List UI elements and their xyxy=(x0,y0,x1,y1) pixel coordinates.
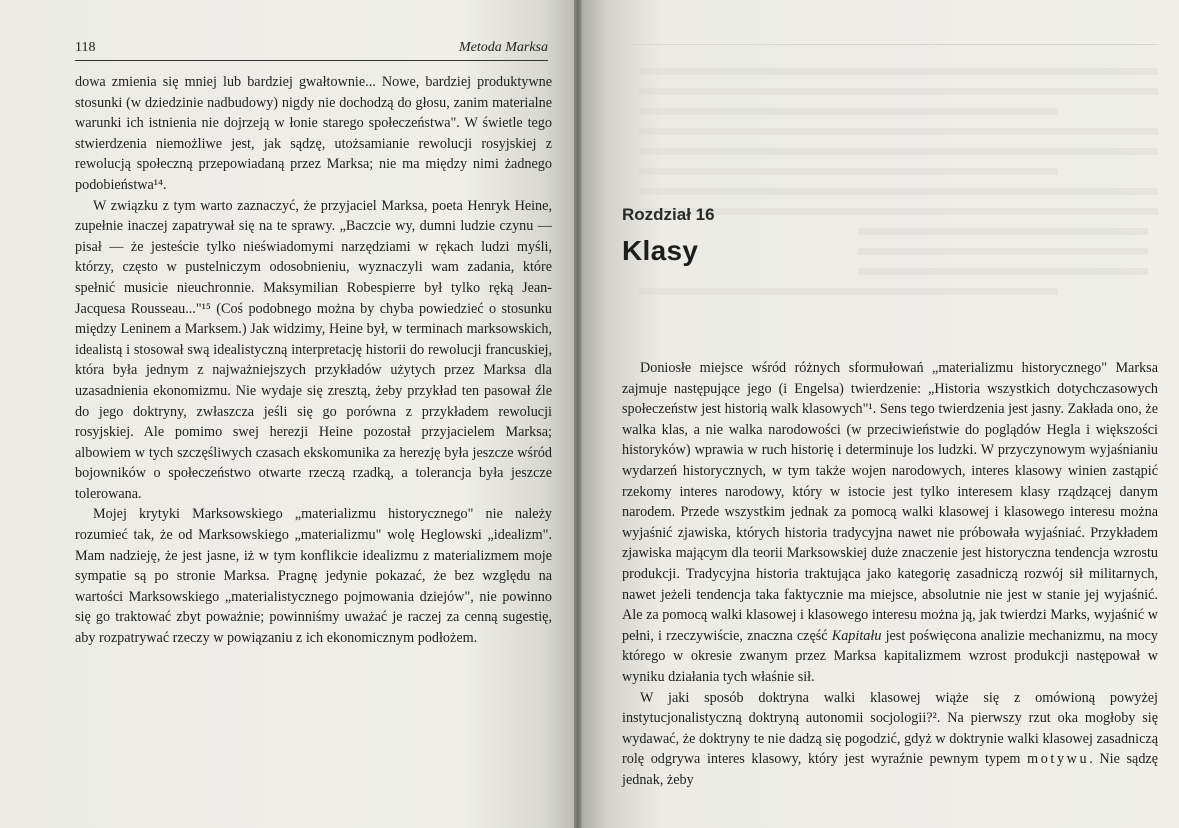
page-number: 118 xyxy=(75,40,96,55)
text-run: Doniosłe miejsce wśród różnych sformułowań „materializmu historycznego" Marksa zajmuje następujące jego (i Engelsa) twierdzenie: „Historia wszystkich dotychczasowych społeczeństw jest historią walk klasowych"¹. Sens tego twierdzenia jest jasny. Zakłada ono, że walka klas, a nie walka narodowości (w przeciwieństwie do poglądów Hegla i większości historyków) wprawia w ruch historię i determinuje los ludzki. W przyczynowym wyjaśnianiu wydarzeń historycznych, w tym także wojen narodowych, interes klasowy winien zastąpić rzekomy interes narodowy, który w istocie jest tylko interesem klasy rządzącej danym narodem. Przede wszystkim jednak za pomocą walki klasowej i klasowego interesu można wyjaśnić zjawiska, których historia tradycyjna nawet nie próbowała wyjaśniać. Przykładem zjawiska mającym dla teorii Marksowskiej duże znaczenie jest historyczna tendencja wzrostu produkcji. Tradycyjna historia traktująca jako kategorię zasadniczą rozwój sił militarnych, nawet jeżeli tendencja taka faktycznie ma miejsce, absolutnie nie jest w stanie jej wyjaśnić. Ale za pomocą walki klasowej i klasowego interesu można ją, jak twierdzi Marks, wyjaśnić w pełni, i rzeczywiście, znaczna część xyxy=(622,360,1158,644)
ghost-line xyxy=(858,228,1148,235)
text-run: . Nie sądzę jednak, żeby xyxy=(622,751,1159,788)
paragraph: W związku z tym warto zaznaczyć, że przyjaciel Marksa, poeta Henryk Heine, zupełnie inaczej zapatrywał się na te sprawy. „Baczcie wy, dumni ludzie czynu — pisał — że jesteście tylko nieświadomymi narzędziami w rękach ludzi myśli, którzy, często w pustelniczym odosobnieniu, wyznaczyli wam zadania, które spełnić musicie nieuchronnie. Maksymilian Robespierre był tylko ręką Jean-Jacquesa Rousseau..."¹⁵ (Coś podobnego można by chyba powiedzieć o stosunku między Leninem a Marksem.) Jak widzimy, Heine był, w terminach marksowskich, idealistą i stosował swą idealistyczną interpretację historii do rewolucji francuskiej, która była jednym z najważniejszych przykładów użytych przez Marksa dla uzasadnienia ekonomizmu. Nie wydaje się zresztą, żeby przykład ten pasował źle do jego doktryny, zwłaszcza jeśli się go porówna z przykładem rewolucji rosyjskiej. Ale pomimo swej herezji Heine pozostał przyjacielem Marksa; albowiem w tych szczęśliwych czasach ekskomunika za herezję była jeszcze wśród bojowników o społeczeństwo otwarte rzeczą rzadką, a tolerancja była jeszcze tolerowana. xyxy=(75,197,552,502)
left-page xyxy=(0,0,578,828)
ghost-line xyxy=(638,128,1158,135)
chapter-title: Klasy xyxy=(622,235,699,266)
right-page xyxy=(578,0,1179,828)
spaced-emphasis: motywu xyxy=(1027,751,1090,768)
chapter-label: Rozdział 16 xyxy=(622,205,715,224)
ghost-header-rule xyxy=(628,44,1159,45)
ghost-line xyxy=(638,188,1158,195)
running-head: Metoda Marksa xyxy=(458,40,548,55)
header-rule xyxy=(75,60,548,61)
chapter-heading xyxy=(622,205,715,267)
text-run: jest poświęcona analizie mechanizmu, na mocy którego w okresie zwanym przez Marksa kapitalizmem wzrost produkcji następował w wyniku działania tych właśnie sił. xyxy=(622,627,1158,685)
book-gutter xyxy=(574,0,582,828)
ghost-line xyxy=(638,68,1158,75)
paragraph: Mojej krytyki Marksowskiego „materializmu historycznego" nie należy rozumieć tak, że od Marksowskiego „materializmu" wolę Heglowski „idealizm". Mam nadzieję, że jest jasne, iż w tym konflikcie idealizmu z materializmem moje sympatie są po stronie Marksa. Pragnę jedynie pokazać, że bez względu na wartości Marksowskiego „materialistycznego pojmowania dziejów", nie powinno się go traktować zbyt poważnie; powinniśmy uważać je raczej za cenną sugestię, aby rozpatrywać rzeczy w powiązaniu z ich ekonomicznym podłożem. xyxy=(75,506,552,647)
right-page-body xyxy=(622,358,1158,790)
paragraph xyxy=(622,358,1158,688)
ghost-line xyxy=(638,168,1058,175)
left-page-header xyxy=(75,38,548,60)
ghost-line xyxy=(858,268,1148,275)
ghost-line xyxy=(638,208,1158,215)
ghost-line xyxy=(858,248,1148,255)
ghost-line xyxy=(638,108,1058,115)
italic-title: Kapitału xyxy=(831,627,882,644)
paragraph xyxy=(622,688,1158,791)
left-page-body xyxy=(75,72,552,649)
ghost-line xyxy=(638,288,1058,295)
paragraph: dowa zmienia się mniej lub bardziej gwałtownie... Nowe, bardziej produktywne stosunki (w dziedzinie nadbudowy) nigdy nie dochodzą do głosu, zanim materialne warunki ich istnienia nie dojrzeją w łonie starego społeczeństwa". W świetle tego stwierdzenia niemożliwe jest, jak sądzę, utożsamianie rewolucji rosyjskiej z rewolucją społeczną przepowiadaną przez Marksa; nie ma między nimi żadnego podobieństwa¹⁴. xyxy=(75,74,552,193)
text-run: W jaki sposób doktryna walki klasowej wiąże się z omówioną powyżej instytucjonalistyczną doktryną autonomii socjologii?². Na pierwszy rzut oka mogłoby się wydawać, że doktryny te nie dadzą się pogodzić, gdyż w doktrynie walki klasowej zasadniczą rolę odgrywa interes klasowy, który jest wyraźnie pewnym typem xyxy=(622,689,1158,768)
ghost-line xyxy=(638,148,1158,155)
ghost-line xyxy=(638,88,1158,95)
